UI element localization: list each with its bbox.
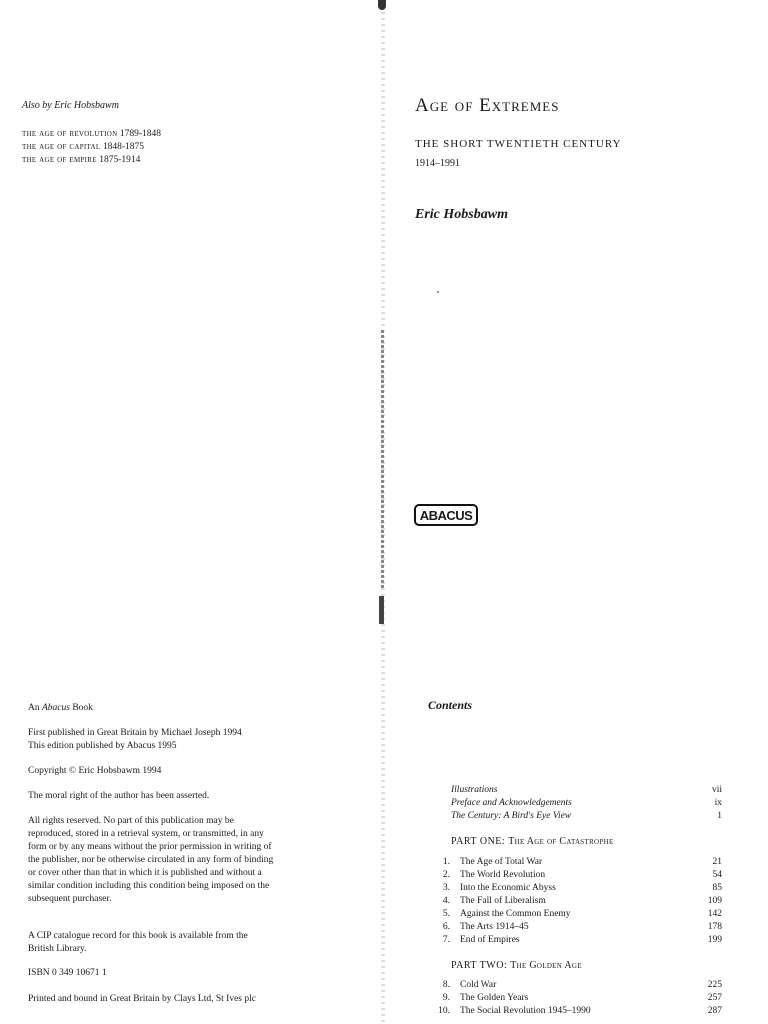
book-title: Age of Extremes (415, 95, 560, 116)
abacus-logo: ABACUS (414, 504, 478, 526)
copyright-notice: Copyright © Eric Hobsbawm 1994 (28, 766, 162, 776)
toc-entry: 10. The Social Revolution 1945–1990 287 (438, 1006, 722, 1016)
gutter-mark-top (378, 0, 386, 10)
toc-entry: 9. The Golden Years 257 (442, 993, 722, 1003)
toc-entry: 3. Into the Economic Abyss 85 (442, 883, 722, 893)
author-name: Eric Hobsbawm (415, 207, 508, 222)
toc-entry: 1. The Age of Total War 21 (442, 857, 722, 867)
toc-entry: Illustrations vii (451, 785, 722, 795)
also-by-heading: Also by Eric Hobsbawm (22, 100, 119, 111)
toc-entry: 4. The Fall of Liberalism 109 (442, 896, 722, 906)
part-two-heading: PART TWO: The Golden Age (451, 960, 582, 971)
contents-heading: Contents (428, 698, 473, 712)
book-item: the age of empire 1875-1914 (22, 155, 141, 165)
book-years: 1914–1991 (415, 158, 460, 169)
toc-entry: 8. Cold War 225 (442, 980, 722, 990)
toc-entry: 5. Against the Common Enemy 142 (442, 909, 722, 919)
toc-entry: Preface and Acknowledgements ix (451, 798, 722, 808)
publication-history: First published in Great Britain by Michael Joseph 1994 This edition published by Abacus 1995 (28, 728, 242, 751)
toc-entry: 2. The World Revolution 54 (442, 870, 722, 880)
imprint-book-line: An Abacus Book (28, 703, 93, 713)
toc-entry: 7. End of Empires 199 (442, 935, 722, 945)
book-subtitle: THE SHORT TWENTIETH CENTURY (415, 138, 622, 150)
book-item: the age of revolution 1789-1848 (22, 129, 162, 139)
toc-entry: 6. The Arts 1914–45 178 (442, 922, 722, 932)
page-speck (437, 291, 439, 293)
part-two-chapters (416, 979, 722, 1018)
part-one-heading: PART ONE: The Age of Catastrophe (451, 836, 614, 847)
isbn: ISBN 0 349 10671 1 (28, 968, 107, 978)
front-matter-list (416, 784, 722, 823)
gutter-mark-middle (379, 596, 384, 624)
book-item: the age of capital 1848-1875 (22, 142, 145, 152)
cip-notice: A CIP catalogue record for this book is available from the British Library. (28, 931, 248, 954)
rights-notice: All rights reserved. No part of this publication may be reproduced, stored in a retrieval system, or transmitted, in any form or by any means without the prior permission in writing of the publisher, nor be otherwise circulated in any form of binding or cover other than that in which it is published and without a similar condition including this condition being imposed on the subsequent purchaser. (28, 816, 274, 904)
toc-entry: The Century: A Bird's Eye View 1 (451, 811, 722, 821)
printer-notice: Printed and bound in Great Britain by Clays Ltd, St Ives plc (28, 994, 256, 1004)
part-one-chapters (416, 856, 722, 947)
moral-right-notice: The moral right of the author has been asserted. (28, 791, 210, 801)
other-books-list (22, 128, 161, 167)
gutter-shadow (381, 330, 384, 590)
